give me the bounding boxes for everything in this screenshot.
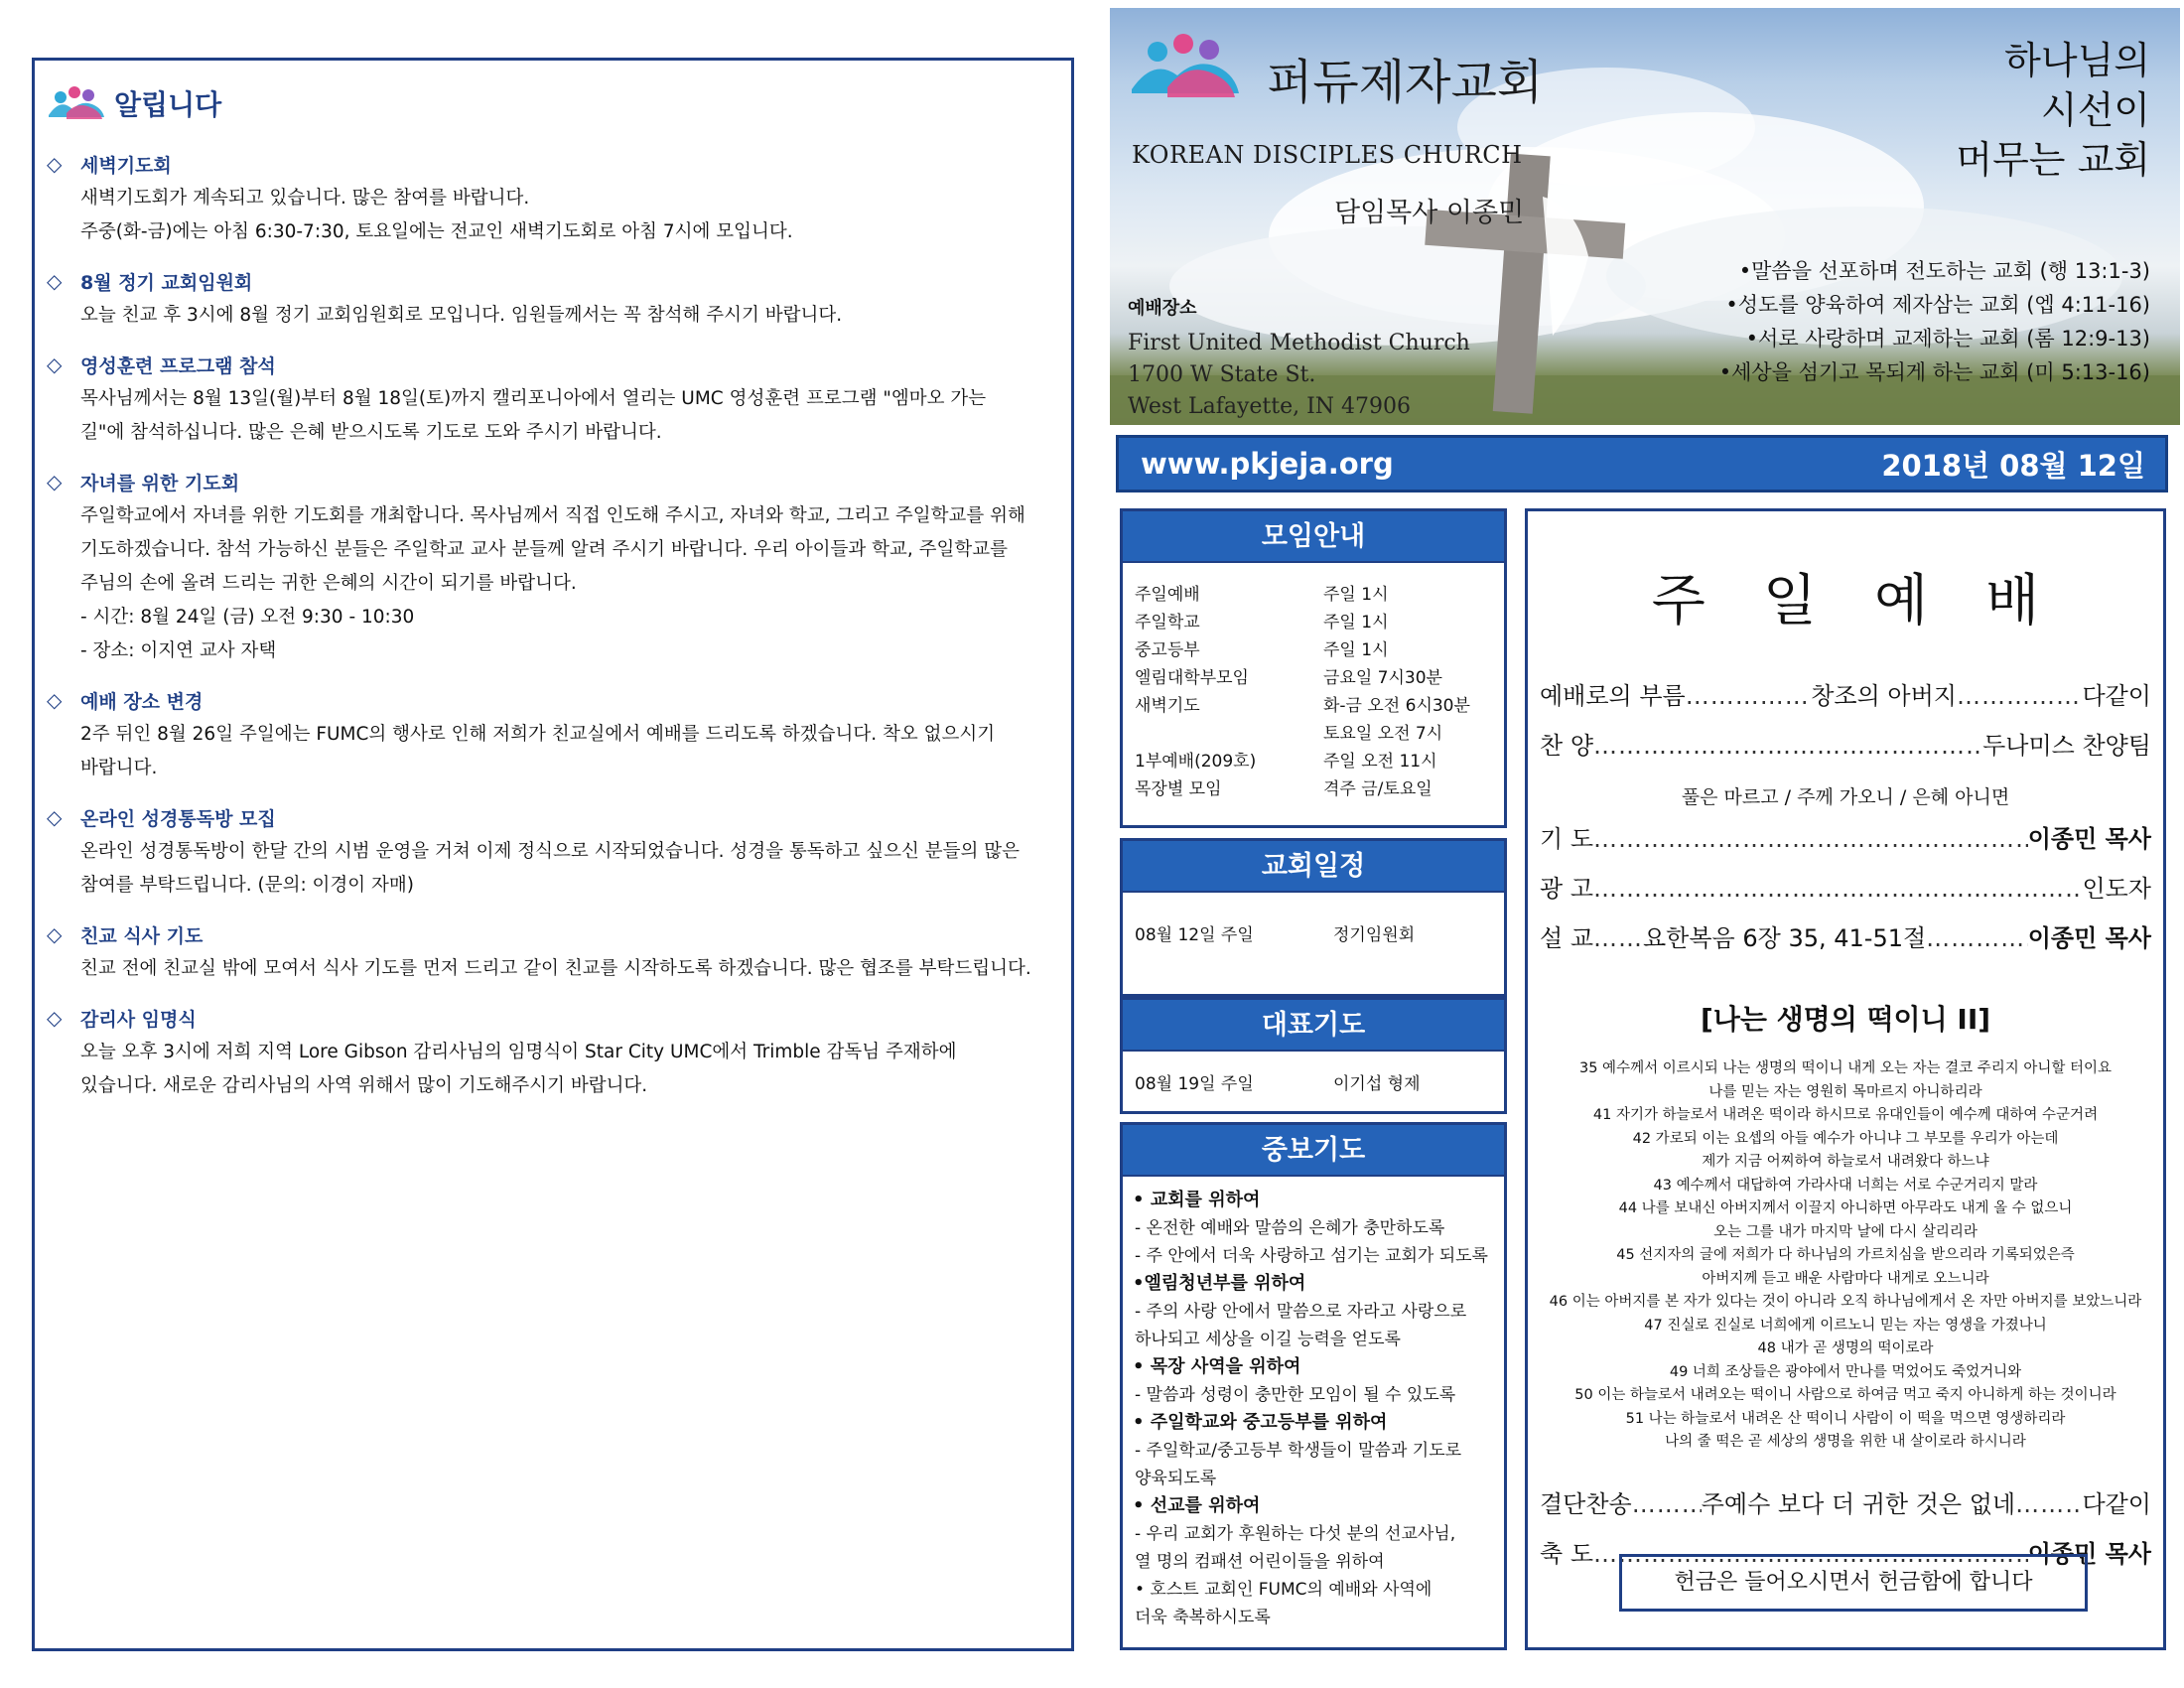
announcement-item xyxy=(47,464,1053,668)
senior-pastor: 담임목사 이종민 xyxy=(1334,198,1525,228)
order-call-to-worship xyxy=(1540,676,2151,726)
church-motto xyxy=(1956,36,2150,185)
church-name-korean: 퍼듀제자교회 xyxy=(1267,55,1544,110)
announcement-body xyxy=(47,299,1053,333)
intercession-line: - 말씀과 성령이 충만한 모임이 될 수 있도록 xyxy=(1135,1385,1456,1405)
meeting-name: 엘림대학부모임 xyxy=(1135,668,1249,688)
announcement-heading xyxy=(47,1000,1053,1036)
scripture-verse: 제가 지금 어찌하여 하늘로서 내려왔다 하느냐 xyxy=(1702,1154,1989,1170)
offering-notice: 헌금은 들어오시면서 헌금함에 합니다 xyxy=(1619,1554,2088,1612)
vision-line: •서로 사랑하며 교제하는 교회 (롬 12:9-13) xyxy=(1745,327,2150,351)
announcement-line: 친교 전에 친교실 밖에 모여서 식사 기도를 먼저 드리고 같이 친교를 시작하도록 하겠습니다. 많은 협조를 부탁드립니다. xyxy=(80,958,1031,979)
church-logo-icon xyxy=(1128,30,1243,101)
intercession-line: 더욱 축복하시도록 xyxy=(1135,1608,1271,1627)
order-leader: 이종민 목사 xyxy=(2027,1539,2151,1568)
announcement-line: 바랍니다. xyxy=(80,758,158,778)
praise-songs: 풀은 마르고 / 주께 가오니 / 은혜 아니면 xyxy=(1681,786,2010,808)
announcement-heading-text: 8월 정기 교회임원회 xyxy=(80,271,253,294)
motto-line: 시선이 xyxy=(2040,88,2150,132)
order-praise xyxy=(1540,726,2151,775)
announcements-title: 알립니다 xyxy=(114,88,222,121)
intercession-list xyxy=(1123,1177,1504,1641)
intercession-line: - 우리 교회가 후원하는 다섯 분의 선교사님, xyxy=(1135,1524,1456,1544)
church-banner xyxy=(1110,8,2180,425)
vision-line: •성도를 양육하여 제자삼는 교회 (엡 4:11-16) xyxy=(1725,293,2150,317)
diamond-bullet-icon: ◇ xyxy=(47,922,63,946)
announcement-heading-text: 온라인 성경통독방 모집 xyxy=(80,807,276,830)
meeting-time: 격주 금/토요일 xyxy=(1323,779,1433,799)
scripture-verse: 오는 그를 내가 마지막 날에 다시 살리리라 xyxy=(1713,1223,1978,1240)
announcement-list xyxy=(47,146,1053,1103)
order-label: 기 도 xyxy=(1540,825,1593,853)
intercession-box xyxy=(1120,1122,1507,1650)
announcement-heading xyxy=(47,263,1053,299)
announcement-heading-text: 친교 식사 기도 xyxy=(80,924,204,947)
website-link[interactable]: www.pkjeja.org xyxy=(1141,447,1394,481)
announcement-heading xyxy=(47,146,1053,182)
scripture-verse: 47 진실로 진실로 너희에게 이르노니 믿는 자는 영생을 가졌나니 xyxy=(1644,1317,2047,1334)
diamond-bullet-icon: ◇ xyxy=(47,269,63,293)
order-leader: 이종민 목사 xyxy=(2027,924,2151,952)
intercession-topic: • 주일학교와 중고등부를 위하여 xyxy=(1133,1412,1388,1433)
intercession-line: • 호스트 교회인 FUMC의 예배와 사역에 xyxy=(1135,1580,1433,1600)
scripture-verse: 나의 줄 떡은 곧 세상의 생명을 위한 내 살이로라 하시니라 xyxy=(1665,1434,2026,1450)
church-schedule-box xyxy=(1120,838,1507,997)
meeting-time: 토요일 오전 7시 xyxy=(1323,724,1443,744)
announcement-item xyxy=(47,799,1053,903)
order-closing-hymn xyxy=(1540,1484,2151,1534)
motto-line: 머무는 교회 xyxy=(1956,138,2150,182)
meetings-box xyxy=(1120,508,1507,828)
representative-prayer-title: 대표기도 xyxy=(1123,1000,1504,1052)
scripture-verse: 43 예수께서 대답하여 가라사대 너희는 서로 수군거리지 말라 xyxy=(1653,1177,2038,1194)
announcement-heading-text: 감리사 임명식 xyxy=(80,1008,197,1031)
announcements-header xyxy=(47,78,1053,128)
worship-order-panel xyxy=(1525,508,2166,1650)
meeting-name: 목장별 모임 xyxy=(1135,779,1222,799)
announcement-line: 기도하겠습니다. 참석 가능하신 분들은 주일학교 교사 분들께 알려 주시기 바랍니다. 우리 아이들과 학교, 주일학교를 xyxy=(80,539,1009,560)
scripture-passage xyxy=(1540,1057,2151,1455)
meeting-name: 중고등부 xyxy=(1135,640,1200,660)
announcement-heading-text: 영성훈련 프로그램 참석 xyxy=(80,354,276,377)
worship-title: 주일예배 xyxy=(1651,569,2098,633)
order-label: 축 도 xyxy=(1540,1539,1593,1568)
venue-address xyxy=(1128,328,1470,423)
diamond-bullet-icon: ◇ xyxy=(47,688,63,712)
announcement-line: 오늘 오후 3시에 저희 지역 Lore Gibson 감리사님의 임명식이 Star City UMC에서 Trimble 감독님 주재하에 xyxy=(80,1042,957,1062)
announcement-body xyxy=(47,718,1053,785)
announcement-line: 있습니다. 새로운 감리사님의 사역 위해서 많이 기도해주시기 바랍니다. xyxy=(80,1075,648,1096)
announcement-heading-text: 자녀를 위한 기도회 xyxy=(80,472,240,494)
intercession-topic: •엘림청년부를 위하여 xyxy=(1133,1273,1306,1294)
announcement-line: 온라인 성경통독방이 한달 간의 시범 운영을 거쳐 이제 정식으로 시작되었습니다. 성경을 통독하고 싶으신 분들의 많은 xyxy=(80,841,1021,862)
announcement-line: 목사님께서는 8월 13일(월)부터 8월 18일(토)까지 캘리포니아에서 열리는 UMC 영성훈련 프로그램 "엠마오 가는 xyxy=(80,388,987,409)
prayer-person: 이기섭 형제 xyxy=(1333,1074,1421,1094)
venue-line: First United Methodist Church xyxy=(1128,331,1470,355)
scripture-verse: 45 선지자의 글에 저희가 다 하나님의 가르치심을 받으리라 기록되었은즉 xyxy=(1616,1247,2075,1263)
church-schedule-row xyxy=(1135,907,1492,948)
diamond-bullet-icon: ◇ xyxy=(47,352,63,376)
order-label: 결단찬송 xyxy=(1540,1489,1632,1518)
announcement-item xyxy=(47,916,1053,986)
announcement-item xyxy=(47,263,1053,333)
order-leader: 인도자 xyxy=(2082,875,2151,903)
venue-line: West Lafayette, IN 47906 xyxy=(1128,394,1412,419)
venue-label: 예배장소 xyxy=(1128,298,1197,319)
announcement-line: 참여를 부탁드립니다. (문의: 이경이 자매) xyxy=(80,875,415,896)
motto-line: 하나님의 xyxy=(2004,39,2150,82)
intercession-line: - 온전한 예배와 말씀의 은혜가 충만하도록 xyxy=(1135,1218,1445,1238)
announcement-item xyxy=(47,1000,1053,1103)
announcement-line: - 장소: 이지연 교사 자택 xyxy=(80,640,277,661)
order-label: 설 교 xyxy=(1540,924,1593,952)
church-logo-icon xyxy=(47,83,106,123)
announcement-body xyxy=(47,382,1053,450)
intercession-title: 중보기도 xyxy=(1123,1125,1504,1177)
announcements-panel xyxy=(32,58,1074,1651)
intercession-line: - 주 안에서 더욱 사랑하고 섬기는 교회가 되도록 xyxy=(1135,1246,1488,1266)
diamond-bullet-icon: ◇ xyxy=(47,470,63,493)
bulletin-date: 2018년 08월 12일 xyxy=(1881,448,2145,483)
meeting-name: 1부예배(209호) xyxy=(1135,752,1257,772)
announcement-line: 주중(화-금)에는 아침 6:30-7:30, 토요일에는 전교인 새벽기도회로 아침 7시에 모입니다. xyxy=(80,221,793,242)
announcement-body xyxy=(47,182,1053,249)
prayer-date: 08월 19일 주일 xyxy=(1135,1074,1254,1094)
church-name-english: KOREAN DISCIPLES CHURCH xyxy=(1132,141,1523,169)
order-label: 예배로의 부름 xyxy=(1540,682,1686,710)
announcement-line: 오늘 친교 후 3시에 8월 정기 교회임원회로 모입니다. 임원들께서는 꼭 참석해 주시기 바랍니다. xyxy=(80,305,843,326)
meetings-title: 모임안내 xyxy=(1123,511,1504,563)
order-content: 요한복음 6장 35, 41-51절 xyxy=(1643,924,1927,952)
announcement-line: 새벽기도회가 계속되고 있습니다. 많은 참여를 바랍니다. xyxy=(80,188,530,209)
order-label: 광 고 xyxy=(1540,875,1593,903)
announcement-item xyxy=(47,146,1053,249)
scripture-verse: 35 예수께서 이르시되 나는 생명의 떡이니 내게 오는 자는 결코 주리지 아니할 터이요 xyxy=(1579,1060,2112,1076)
announcement-heading xyxy=(47,682,1053,718)
order-prayer xyxy=(1540,819,2151,869)
church-vision xyxy=(1719,254,2150,389)
scripture-verse: 41 자기가 하늘로서 내려온 떡이라 하시므로 유대인들이 예수께 대하여 수군거려 xyxy=(1592,1107,2099,1123)
meeting-time: 주일 오전 11시 xyxy=(1323,752,1437,772)
order-content: 창조의 아버지 xyxy=(1811,682,1957,710)
order-label: 찬 양 xyxy=(1540,732,1593,760)
scripture-verse: 42 가로되 이는 요셉의 아들 예수가 아니냐 그 부모를 우리가 아는데 xyxy=(1632,1130,2059,1147)
scripture-verse: 나를 믿는 자는 영원히 목마르지 아니하리라 xyxy=(1708,1083,1982,1100)
diamond-bullet-icon: ◇ xyxy=(47,1006,63,1030)
scripture-verse: 46 이는 아버지를 본 자가 있다는 것이 아니라 오직 하나님에게서 온 자만 아버지를 보았느니라 xyxy=(1549,1294,2142,1310)
venue-line: 1700 W State St. xyxy=(1128,362,1316,387)
announcement-heading-text: 예배 장소 변경 xyxy=(80,690,204,713)
announcement-line: - 시간: 8월 24일 (금) 오전 9:30 - 10:30 xyxy=(80,607,415,628)
order-content: 주예수 보다 더 귀한 것은 없네 xyxy=(1701,1489,2016,1518)
announcement-heading xyxy=(47,916,1053,952)
diamond-bullet-icon: ◇ xyxy=(47,152,63,176)
vision-line: •세상을 섬기고 목되게 하는 교회 (미 5:13-16) xyxy=(1718,360,2150,384)
representative-prayer-row xyxy=(1135,1055,1492,1097)
meeting-time: 주일 1시 xyxy=(1323,613,1389,633)
meeting-time: 금요일 7시30분 xyxy=(1323,668,1442,688)
schedule-event: 정기임원회 xyxy=(1333,925,1416,945)
intercession-line: - 주의 사랑 안에서 말씀으로 자라고 사랑으로 xyxy=(1135,1302,1467,1322)
sermon-title: [나는 생명의 떡이니 II] xyxy=(1700,1003,1991,1036)
announcement-item xyxy=(47,682,1053,785)
announcement-body xyxy=(47,835,1053,903)
meeting-name: 새벽기도 xyxy=(1135,696,1200,716)
scripture-verse: 51 나는 하늘로서 내려온 산 떡이니 사람이 이 떡을 먹으면 영생하리라 xyxy=(1625,1410,2066,1427)
meeting-name xyxy=(1135,722,1323,746)
scripture-verse: 49 너희 조상들은 광야에서 만나를 먹었어도 죽었거니와 xyxy=(1669,1363,2022,1380)
order-leader: 다같이 xyxy=(2082,1489,2151,1518)
intercession-line: - 주일학교/중고등부 학생들이 말씀과 기도로 xyxy=(1135,1441,1462,1461)
order-leader: 이종민 목사 xyxy=(2027,825,2151,853)
announcement-line: 길"에 참석하십니다. 많은 은혜 받으시도록 기도로 도와 주시기 바랍니다. xyxy=(80,422,662,443)
announcement-body xyxy=(47,1036,1053,1103)
meeting-time: 주일 1시 xyxy=(1323,640,1389,660)
announcement-heading xyxy=(47,799,1053,835)
announcement-line: 2주 뒤인 8월 26일 주일에는 FUMC의 행사로 인해 저희가 친교실에서 예배를 드리도록 하겠습니다. 착오 없으시기 xyxy=(80,724,996,745)
meetings-table xyxy=(1135,583,1492,801)
announcement-item xyxy=(47,347,1053,450)
church-schedule-title: 교회일정 xyxy=(1123,841,1504,893)
scripture-verse: 아버지께 듣고 배운 사람마다 내게로 오느니라 xyxy=(1702,1270,1989,1287)
intercession-topic: • 선교를 위하여 xyxy=(1133,1495,1261,1516)
announcement-heading xyxy=(47,347,1053,382)
intercession-line: 양육되도록 xyxy=(1135,1469,1217,1488)
order-sermon xyxy=(1540,918,2151,968)
announcement-body xyxy=(47,499,1053,668)
meeting-name: 주일예배 xyxy=(1135,585,1200,605)
url-date-bar xyxy=(1116,435,2168,492)
order-leader: 다같이 xyxy=(2082,682,2151,710)
intercession-line: 하나되고 세상을 이길 능력을 얻도록 xyxy=(1135,1330,1401,1349)
meeting-time: 주일 1시 xyxy=(1323,585,1389,605)
order-announcements xyxy=(1540,869,2151,918)
schedule-date: 08월 12일 주일 xyxy=(1135,925,1254,945)
announcement-body xyxy=(47,952,1053,986)
order-leader: 두나미스 찬양팀 xyxy=(1982,732,2151,760)
scripture-verse: 48 내가 곧 생명의 떡이로라 xyxy=(1757,1340,1934,1356)
intercession-line: 열 명의 컴패션 어린이들을 위하여 xyxy=(1135,1552,1385,1572)
announcement-heading xyxy=(47,464,1053,499)
diamond-bullet-icon: ◇ xyxy=(47,805,63,829)
vision-line: •말씀을 선포하며 전도하는 교회 (행 13:1-3) xyxy=(1738,259,2150,283)
representative-prayer-box xyxy=(1120,997,1507,1114)
scripture-verse: 50 이는 하늘로서 내려오는 떡이니 사람으로 하여금 먹고 죽지 아니하게 하는 것이니라 xyxy=(1574,1387,2116,1403)
announcement-line: 주일학교에서 자녀를 위한 기도회를 개최합니다. 목사님께서 직접 인도해 주시고, 자녀와 학교, 그리고 주일학교를 위해 xyxy=(80,505,1025,526)
intercession-topic: • 교회를 위하여 xyxy=(1133,1190,1261,1210)
scripture-verse: 44 나를 보내신 아버지께서 이끌지 아니하면 아무라도 내게 올 수 없으니 xyxy=(1618,1200,2073,1216)
meeting-name: 주일학교 xyxy=(1135,613,1200,633)
intercession-topic: • 목장 사역을 위하여 xyxy=(1133,1356,1301,1377)
announcement-heading-text: 세벽기도회 xyxy=(80,154,172,177)
announcement-line: 주님의 손에 올려 드리는 귀한 은혜의 시간이 되기를 바랍니다. xyxy=(80,573,577,594)
meeting-time: 화-금 오전 6시30분 xyxy=(1323,696,1470,716)
